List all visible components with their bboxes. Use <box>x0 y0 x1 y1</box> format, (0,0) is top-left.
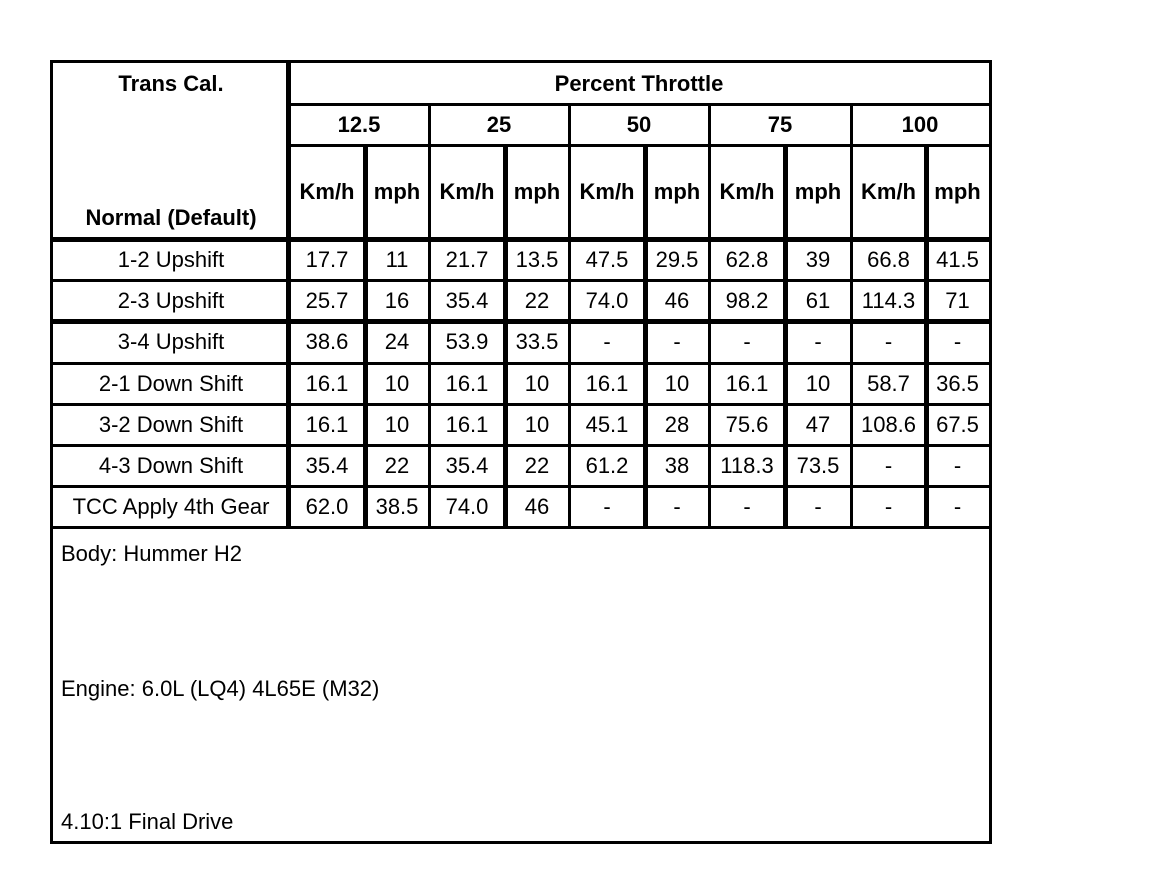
table-cell: 62.0 <box>305 493 349 519</box>
table-cell: 45.1 <box>585 411 629 437</box>
row-label: 4-3 Down Shift <box>98 452 244 478</box>
unit-kmh-header: Km/h <box>579 179 635 204</box>
table-cell: 98.2 <box>725 287 769 313</box>
unit-mph-header: mph <box>513 179 561 204</box>
table-cell: 114.3 <box>861 287 916 313</box>
row-label: 3-2 Down Shift <box>98 411 244 437</box>
table-cell: 16.1 <box>725 370 769 396</box>
unit-mph-header: mph <box>373 179 421 204</box>
table-cell: 71 <box>945 287 970 313</box>
unit-mph-header: mph <box>794 179 842 204</box>
table-cell: 22 <box>524 452 550 478</box>
table-cell: 33.5 <box>515 329 559 354</box>
row-label: 2-3 Upshift <box>117 287 225 313</box>
table-cell: 67.5 <box>936 411 979 437</box>
table-cell: - <box>884 329 893 354</box>
unit-column-divider <box>363 145 368 527</box>
label-column-divider <box>286 63 291 527</box>
row-label: TCC Apply 4th Gear <box>72 493 270 519</box>
table-cell: 28 <box>664 411 690 437</box>
throttle-level-header: 50 <box>626 111 652 137</box>
unit-mph-header: mph <box>934 179 981 204</box>
unit-kmh-header: Km/h <box>861 179 916 204</box>
unit-kmh-header: Km/h <box>439 179 495 204</box>
table-cell: 62.8 <box>725 246 769 272</box>
table-cell: 108.6 <box>860 411 917 437</box>
table-cell: - <box>743 329 751 354</box>
table-cell: 24 <box>384 329 410 354</box>
table-cell: 46 <box>664 287 690 313</box>
table-cell: - <box>673 329 681 354</box>
table-cell: 17.7 <box>305 246 349 272</box>
throttle-group-divider <box>568 104 571 527</box>
table-cell: 118.3 <box>720 452 774 478</box>
table-cell: 66.8 <box>867 246 910 272</box>
table-cell: 11 <box>385 246 409 272</box>
table-cell: 53.9 <box>445 329 489 354</box>
table-cell: 16.1 <box>305 370 349 396</box>
table-cell: 36.5 <box>936 370 979 396</box>
unit-column-divider <box>503 145 508 527</box>
table-cell: 16 <box>384 287 410 313</box>
table-cell: 47 <box>805 411 831 437</box>
table-cell: 10 <box>384 370 410 396</box>
table-cell: - <box>953 329 962 354</box>
table-cell: 39 <box>805 246 831 272</box>
throttle-group-divider <box>428 104 431 527</box>
shift-speed-table <box>50 60 992 844</box>
table-cell: 38.5 <box>375 493 419 519</box>
throttle-level-header: 100 <box>901 111 939 137</box>
final-drive-note: 4.10:1 Final Drive <box>61 809 234 834</box>
trans-cal-header: Trans Cal. <box>118 70 224 96</box>
throttle-group-divider <box>708 104 711 527</box>
engine-note: Engine: 6.0L (LQ4) 4L65E (M32) <box>61 676 380 701</box>
table-cell: 75.6 <box>725 411 769 437</box>
throttle-level-header: 12.5 <box>337 111 381 137</box>
table-cell: 61 <box>805 287 831 313</box>
table-cell: - <box>743 493 751 519</box>
unit-kmh-header: Km/h <box>719 179 775 204</box>
table-cell: 22 <box>524 287 550 313</box>
table-cell: - <box>603 493 611 519</box>
table-cell: 46 <box>524 493 550 519</box>
table-cell: 29.5 <box>655 246 699 272</box>
table-cell: 22 <box>384 452 410 478</box>
table-cell: 10 <box>524 370 550 396</box>
table-cell: - <box>814 493 822 519</box>
table-cell: 58.7 <box>867 370 910 396</box>
row-label: 1-2 Upshift <box>117 246 225 272</box>
table-cell: 16.1 <box>445 411 489 437</box>
header-divider <box>289 103 989 106</box>
throttle-group-divider <box>850 104 853 527</box>
percent-throttle-header: Percent Throttle <box>554 70 724 96</box>
row-label: 3-4 Upshift <box>117 329 225 354</box>
mode-header: Normal (Default) <box>85 205 257 230</box>
table-cell: 25.7 <box>305 287 349 313</box>
table-cell: - <box>673 493 681 519</box>
row-label: 2-1 Down Shift <box>98 370 244 396</box>
body-note: Body: Hummer H2 <box>61 541 242 566</box>
table-cell: 47.5 <box>585 246 629 272</box>
table-cell: - <box>884 452 893 478</box>
unit-kmh-header: Km/h <box>299 179 355 204</box>
table-cell: 41.5 <box>936 246 979 272</box>
table-cell: 35.4 <box>305 452 349 478</box>
unit-mph-header: mph <box>653 179 701 204</box>
table-cell: 16.1 <box>305 411 349 437</box>
table-cell: 10 <box>664 370 690 396</box>
table-cell: - <box>884 493 893 519</box>
table-cell: 61.2 <box>585 452 629 478</box>
unit-column-divider <box>783 145 788 527</box>
throttle-level-header: 75 <box>767 111 793 137</box>
table-cell: - <box>603 329 611 354</box>
table-cell: - <box>814 329 822 354</box>
table-cell: 10 <box>805 370 831 396</box>
table-cell: 16.1 <box>585 370 629 396</box>
table-cell: 16.1 <box>445 370 489 396</box>
unit-column-divider <box>643 145 648 527</box>
table-cell: 73.5 <box>796 452 840 478</box>
table-cell: 38.6 <box>305 329 349 354</box>
table-cell: 35.4 <box>445 287 489 313</box>
unit-column-divider <box>924 145 929 527</box>
table-cell: 13.5 <box>515 246 559 272</box>
table-cell: - <box>953 493 962 519</box>
throttle-level-header: 25 <box>486 111 512 137</box>
table-cell: 10 <box>384 411 410 437</box>
table-cell: 21.7 <box>445 246 489 272</box>
table-cell: 35.4 <box>445 452 489 478</box>
table-cell: 74.0 <box>445 493 489 519</box>
header-divider <box>289 144 989 147</box>
table-cell: 74.0 <box>585 287 629 313</box>
table-cell: 38 <box>664 452 690 478</box>
table-cell: 10 <box>524 411 550 437</box>
table-cell: - <box>953 452 962 478</box>
